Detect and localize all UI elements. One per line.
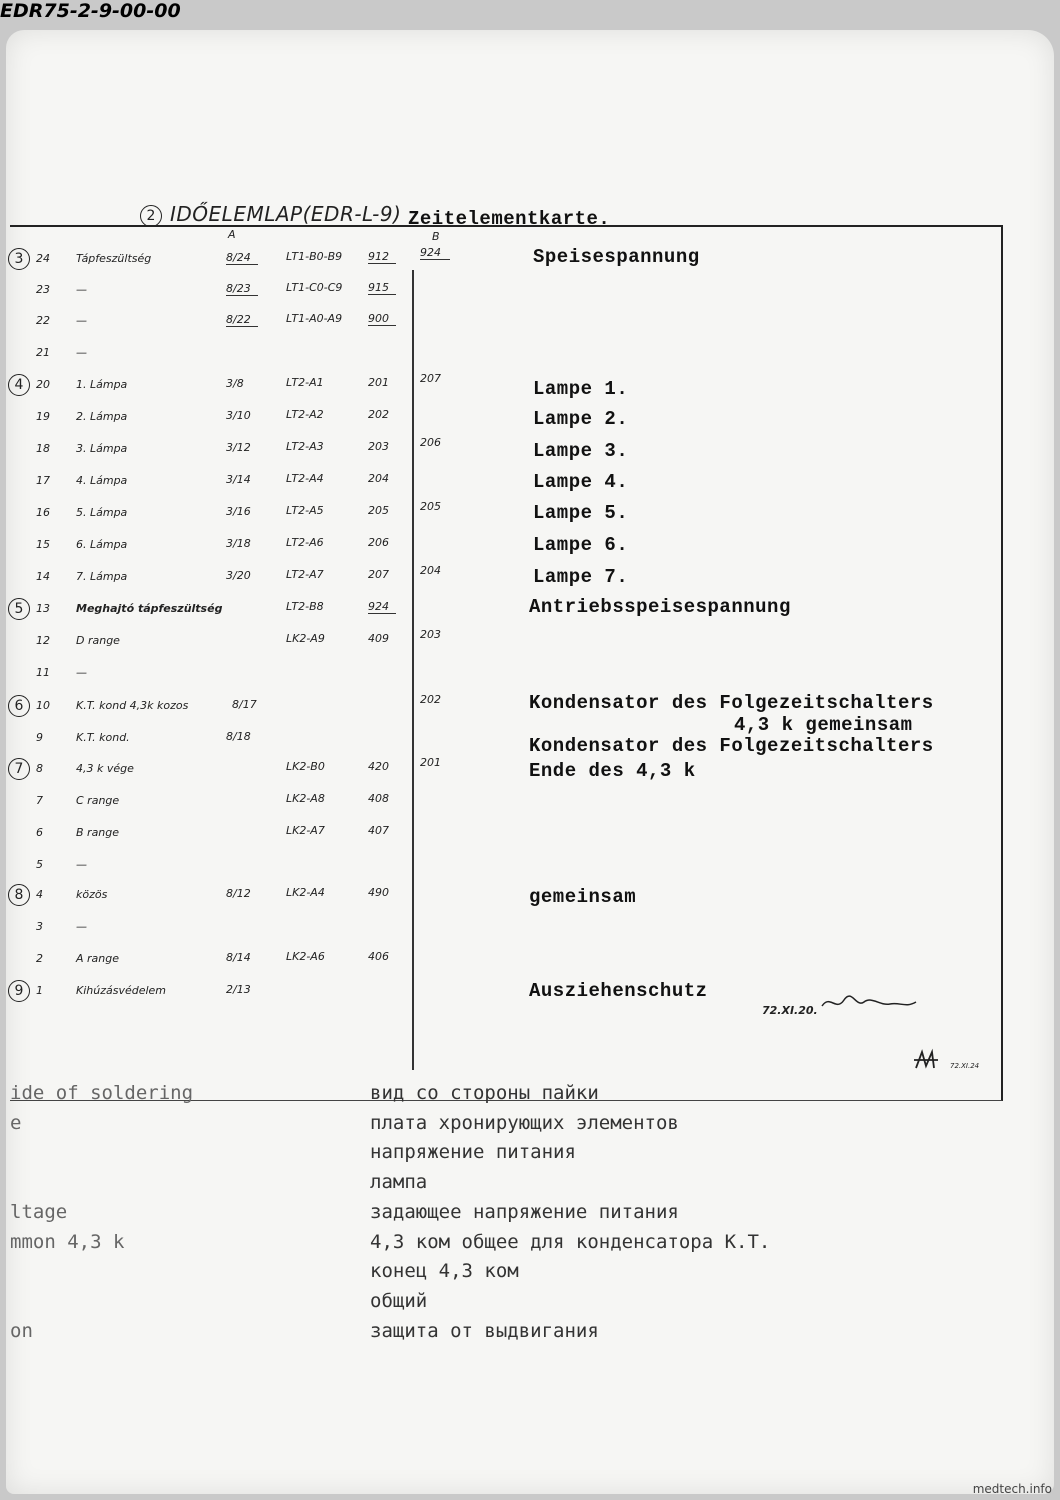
english-translation-fragment: e — [10, 1111, 22, 1134]
russian-translation: задающее напряжение питания — [370, 1200, 679, 1223]
wire-number: 202 — [368, 408, 389, 421]
wire-number-b: 203 — [420, 628, 441, 641]
german-description: Lampe 2. — [533, 408, 629, 430]
lt-reference: LT2-A5 — [286, 504, 324, 517]
pin-number: 6 — [36, 826, 43, 839]
signal-name: Kihúzásvédelem — [76, 984, 167, 997]
lt-reference: LT1-A0-A9 — [286, 312, 343, 325]
russian-translation: общий — [370, 1289, 428, 1312]
pin-number: 14 — [36, 570, 50, 583]
wire-number-b: 205 — [420, 500, 441, 513]
wire-number: 204 — [368, 472, 389, 485]
code-column-a: 8/24 — [226, 251, 258, 265]
lt-reference: LT2-A7 — [286, 568, 324, 581]
pin-number: 24 — [36, 252, 50, 265]
german-common-line: 4,3 k gemeinsam — [734, 714, 913, 736]
lt-reference: LT2-A3 — [286, 440, 324, 453]
signal-name: C range — [76, 794, 120, 807]
english-translation-fragment: ltage — [10, 1200, 68, 1223]
lt-reference: LK2-B0 — [286, 760, 325, 773]
pin-number: 12 — [36, 634, 50, 647]
pin-number: 9 — [36, 731, 43, 744]
signal-name: — — [76, 283, 87, 296]
wire-number: 201 — [368, 376, 389, 389]
pin-number: 19 — [36, 410, 50, 423]
hungarian-title: IDŐELEMLAP(EDR-L-9) — [170, 202, 402, 226]
wire-number: 915 — [368, 281, 396, 295]
signal-name: — — [76, 920, 87, 933]
pin-number: 22 — [36, 314, 50, 327]
signature-mark — [820, 992, 920, 1014]
lt-reference: LK2-A8 — [286, 792, 325, 805]
code-column-a: 3/18 — [226, 537, 251, 550]
signal-name: A range — [76, 952, 120, 965]
russian-translation: 4,3 ком общее для конденсатора К.Т. — [370, 1230, 771, 1253]
signal-name: 1. Lámpa — [76, 378, 128, 391]
pin-number: 18 — [36, 442, 50, 455]
wire-number: 203 — [368, 440, 389, 453]
watermark: medtech.info — [972, 1482, 1052, 1496]
pin-number: 4 — [36, 888, 43, 901]
pin-number: 2 — [36, 952, 43, 965]
signal-name: K.T. kond. — [76, 731, 130, 744]
pin-number: 16 — [36, 506, 50, 519]
wire-number: 206 — [368, 536, 389, 549]
code-column-a: 8/17 — [232, 698, 257, 711]
pin-number: 17 — [36, 474, 50, 487]
lt-reference: LK2-A6 — [286, 950, 325, 963]
row-circle-number: 9 — [8, 980, 30, 1002]
pin-number: 8 — [36, 762, 43, 775]
russian-translation: конец 4,3 ком — [370, 1260, 519, 1283]
code-column-a: 3/8 — [226, 377, 244, 390]
signal-name: 4,3 k vége — [76, 762, 134, 775]
german-description: Lampe 7. — [533, 566, 629, 588]
lt-reference: LK2-A4 — [286, 886, 325, 899]
pin-number: 11 — [36, 666, 50, 679]
signal-name: — — [76, 666, 87, 679]
signal-name: 2. Lámpa — [76, 410, 128, 423]
russian-translation: защита от выдвигания — [370, 1319, 599, 1342]
german-title: Zeitelementkarte. — [408, 208, 611, 230]
pin-number: 23 — [36, 283, 50, 296]
wire-number: 912 — [368, 250, 396, 264]
row-circle-number: 8 — [8, 884, 30, 906]
wire-number-b: 204 — [420, 564, 441, 577]
code-column-a: 8/12 — [226, 887, 251, 900]
wire-number-b: 924 — [420, 246, 450, 260]
row-circle-number: 6 — [8, 695, 30, 717]
code-column-a: 3/16 — [226, 505, 251, 518]
signal-name: D range — [76, 634, 120, 647]
wire-number: 924 — [368, 600, 396, 614]
initials-date: 72.XI.24 — [950, 1062, 980, 1070]
german-description: Kondensator des Folgezeitschalters — [529, 735, 934, 757]
pin-number: 20 — [36, 378, 50, 391]
lt-reference: LT2-A2 — [286, 408, 324, 421]
row-circle-number: 7 — [8, 758, 30, 780]
header-circle-number: 2 — [140, 205, 162, 227]
german-description: Antriebsspeisespannung — [529, 596, 791, 618]
signal-name: 7. Lámpa — [76, 570, 128, 583]
wire-number: 409 — [368, 632, 389, 645]
german-description: Lampe 6. — [533, 534, 629, 556]
pin-number: 13 — [36, 602, 50, 615]
code-column-a: 8/23 — [226, 282, 258, 296]
row-circle-number: 5 — [8, 598, 30, 620]
code-column-a: 8/22 — [226, 313, 258, 327]
row-circle-number: 3 — [8, 248, 30, 270]
signal-name: közös — [76, 888, 108, 901]
german-description: Speisespannung — [533, 246, 700, 268]
table-frame — [10, 225, 1003, 1101]
signal-name: — — [76, 314, 87, 327]
lt-reference: LT2-A1 — [286, 376, 324, 389]
wire-number-b: 202 — [420, 693, 441, 706]
wire-number: 900 — [368, 312, 396, 326]
signal-name: — — [76, 858, 87, 871]
pin-number: 21 — [36, 346, 50, 359]
signal-name: Meghajtó tápfeszültség — [76, 602, 223, 615]
english-translation-fragment: mmon 4,3 k — [10, 1230, 125, 1253]
code-column-a: 3/12 — [226, 441, 251, 454]
german-description: Kondensator des Folgezeitschalters — [529, 692, 934, 714]
wire-number: 207 — [368, 568, 389, 581]
lt-reference: LT1-C0-C9 — [286, 281, 343, 294]
wire-number: 407 — [368, 824, 389, 837]
signal-name: 3. Lámpa — [76, 442, 128, 455]
lt-reference: LT2-B8 — [286, 600, 324, 613]
wire-number-b: 206 — [420, 436, 441, 449]
divider-line — [412, 270, 414, 1070]
wire-number: 490 — [368, 886, 389, 899]
drawing-number: EDR75-2-9-00-00 — [0, 0, 181, 22]
signal-name: 5. Lámpa — [76, 506, 128, 519]
code-column-a: 3/10 — [226, 409, 251, 422]
code-column-a: 3/14 — [226, 473, 251, 486]
signal-name: K.T. kond 4,3k kozos — [76, 699, 189, 712]
german-description: Lampe 1. — [533, 378, 629, 400]
code-column-a: 8/18 — [226, 730, 251, 743]
signal-name: 6. Lámpa — [76, 538, 128, 551]
pin-number: 15 — [36, 538, 50, 551]
german-description: gemeinsam — [529, 886, 637, 908]
code-column-a: 8/14 — [226, 951, 251, 964]
signal-name: Tápfeszültség — [76, 252, 152, 265]
russian-translation: вид со стороны пайки — [370, 1082, 599, 1104]
lt-reference: LK2-A7 — [286, 824, 325, 837]
wire-number-b: 207 — [420, 372, 441, 385]
pin-number: 7 — [36, 794, 43, 807]
german-description: Lampe 4. — [533, 471, 629, 493]
initials-mark — [912, 1048, 942, 1072]
column-b-label: B — [432, 230, 440, 243]
pin-number: 1 — [36, 984, 43, 997]
lt-reference: LT2-A6 — [286, 536, 324, 549]
russian-translation: плата хронирующих элементов — [370, 1111, 679, 1134]
german-description: Lampe 3. — [533, 440, 629, 462]
row-circle-number: 4 — [8, 374, 30, 396]
wire-number: 408 — [368, 792, 389, 805]
russian-translation: лампа — [370, 1171, 428, 1194]
wire-number-b: 201 — [420, 756, 441, 769]
signal-name: 4. Lámpa — [76, 474, 128, 487]
lt-reference: LK2-A9 — [286, 632, 325, 645]
german-end-line: Ende des 4,3 k — [529, 760, 696, 782]
pin-number: 3 — [36, 920, 43, 933]
english-translation-fragment: ide of soldering — [10, 1082, 194, 1104]
code-column-a: 2/13 — [226, 983, 251, 996]
wire-number: 205 — [368, 504, 389, 517]
pin-number: 5 — [36, 858, 43, 871]
signal-name: B range — [76, 826, 120, 839]
wire-number: 420 — [368, 760, 389, 773]
signal-name: — — [76, 346, 87, 359]
german-description: Lampe 5. — [533, 502, 629, 524]
german-description: Ausziehenschutz — [529, 980, 708, 1002]
lt-reference: LT1-B0-B9 — [286, 250, 343, 263]
lt-reference: LT2-A4 — [286, 472, 324, 485]
code-column-a: 3/20 — [226, 569, 251, 582]
wire-number: 406 — [368, 950, 389, 963]
russian-translation: напряжение питания — [370, 1141, 576, 1164]
column-a-label: A — [228, 228, 236, 241]
pin-number: 10 — [36, 699, 50, 712]
signature-date: 72.XI.20. — [762, 1004, 818, 1017]
english-translation-fragment: on — [10, 1319, 33, 1342]
